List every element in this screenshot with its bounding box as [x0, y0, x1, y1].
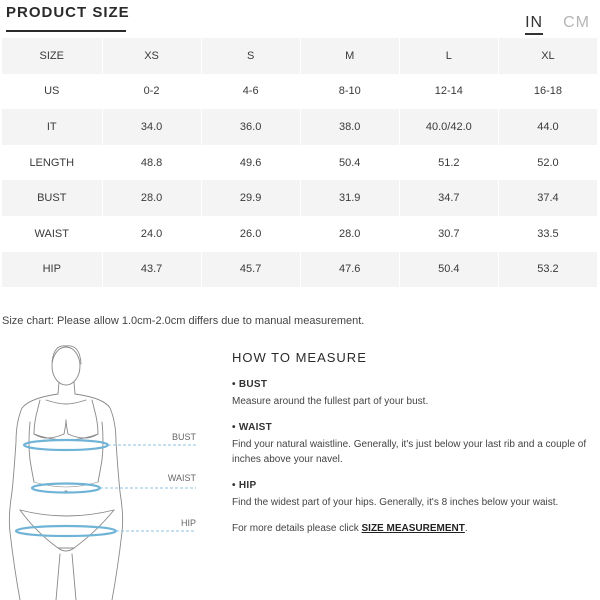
waist-description: Find your natural waistline. Generally, it's just below your last rib and a couple of inches above your navel. [232, 439, 587, 465]
table-cell: 0-2 [102, 74, 201, 110]
row-label-cell: IT [2, 109, 102, 145]
table-row [2, 252, 598, 288]
hip-band [16, 526, 116, 536]
row-label-cell: BUST [2, 180, 102, 216]
table-cell: 31.9 [300, 180, 399, 216]
size-note: Size chart: Please allow 1.0cm-2.0cm differs due to manual measurement. [2, 315, 365, 327]
hip-label: HIP [180, 518, 196, 528]
waist-label: WAIST [167, 473, 196, 483]
table-cell: 45.7 [201, 252, 300, 288]
hip-description: Find the widest part of your hips. Generally, it's 8 inches below your waist. [232, 497, 559, 508]
table-cell: 29.9 [201, 180, 300, 216]
table-cell: S [201, 38, 300, 74]
table-row [2, 145, 598, 181]
table-row [2, 180, 598, 216]
unit-cm-toggle[interactable]: CM [563, 14, 590, 31]
table-cell: 34.0 [102, 109, 201, 145]
more-details-suffix: . [464, 523, 468, 534]
table-cell: L [399, 38, 498, 74]
size-measurement-link[interactable]: SIZE MEASUREMENT [361, 523, 465, 534]
row-label-cell: LENGTH [2, 145, 102, 181]
table-cell: 50.4 [399, 252, 498, 288]
table-cell: 8-10 [300, 74, 399, 110]
table-cell: 38.0 [300, 109, 399, 145]
hip-heading: • HIP [232, 480, 257, 491]
table-cell: 50.4 [300, 145, 399, 181]
bust-band [24, 440, 108, 450]
size-table-body [2, 38, 598, 287]
table-cell: 52.0 [498, 145, 597, 181]
page-title: PRODUCT SIZE [6, 4, 130, 21]
unit-in-toggle[interactable]: IN [525, 14, 543, 35]
table-cell: 43.7 [102, 252, 201, 288]
row-label-cell: SIZE [2, 38, 102, 74]
table-cell: M [300, 38, 399, 74]
table-cell: 28.0 [102, 180, 201, 216]
bust-label: BUST [171, 432, 196, 442]
title-underline [6, 30, 126, 32]
row-label-cell: HIP [2, 252, 102, 288]
table-cell: 26.0 [201, 216, 300, 252]
more-details-text: For more details please click [232, 523, 362, 534]
table-cell: 40.0/42.0 [399, 109, 498, 145]
more-details [232, 523, 594, 534]
how-to-measure-title: HOW TO MEASURE [232, 350, 367, 365]
row-label-cell: US [2, 74, 102, 110]
size-table [2, 38, 598, 287]
table-cell: 12-14 [399, 74, 498, 110]
table-cell: 34.7 [399, 180, 498, 216]
bust-description: Measure around the fullest part of your bust. [232, 396, 429, 407]
table-cell: 36.0 [201, 109, 300, 145]
table-cell: XS [102, 38, 201, 74]
table-row [2, 216, 598, 252]
body-measurement-illustration [0, 342, 215, 600]
table-cell: 28.0 [300, 216, 399, 252]
table-cell: 30.7 [399, 216, 498, 252]
figure-labels [168, 432, 197, 528]
table-cell: 44.0 [498, 109, 597, 145]
table-cell: 48.8 [102, 145, 201, 181]
row-label-cell: WAIST [2, 216, 102, 252]
table-cell: 51.2 [399, 145, 498, 181]
table-header-row [2, 38, 598, 74]
bust-heading: • BUST [232, 379, 268, 390]
waist-heading: • WAIST [232, 422, 273, 433]
table-cell: XL [498, 38, 597, 74]
unit-switch [525, 14, 590, 35]
table-cell: 4-6 [201, 74, 300, 110]
table-cell: 47.6 [300, 252, 399, 288]
table-cell: 33.5 [498, 216, 597, 252]
table-cell: 53.2 [498, 252, 597, 288]
table-cell: 24.0 [102, 216, 201, 252]
table-cell: 37.4 [498, 180, 597, 216]
table-row [2, 74, 598, 110]
body-outline [9, 346, 122, 600]
how-to-measure [232, 350, 594, 534]
table-row [2, 109, 598, 145]
table-cell: 16-18 [498, 74, 597, 110]
table-cell: 49.6 [201, 145, 300, 181]
